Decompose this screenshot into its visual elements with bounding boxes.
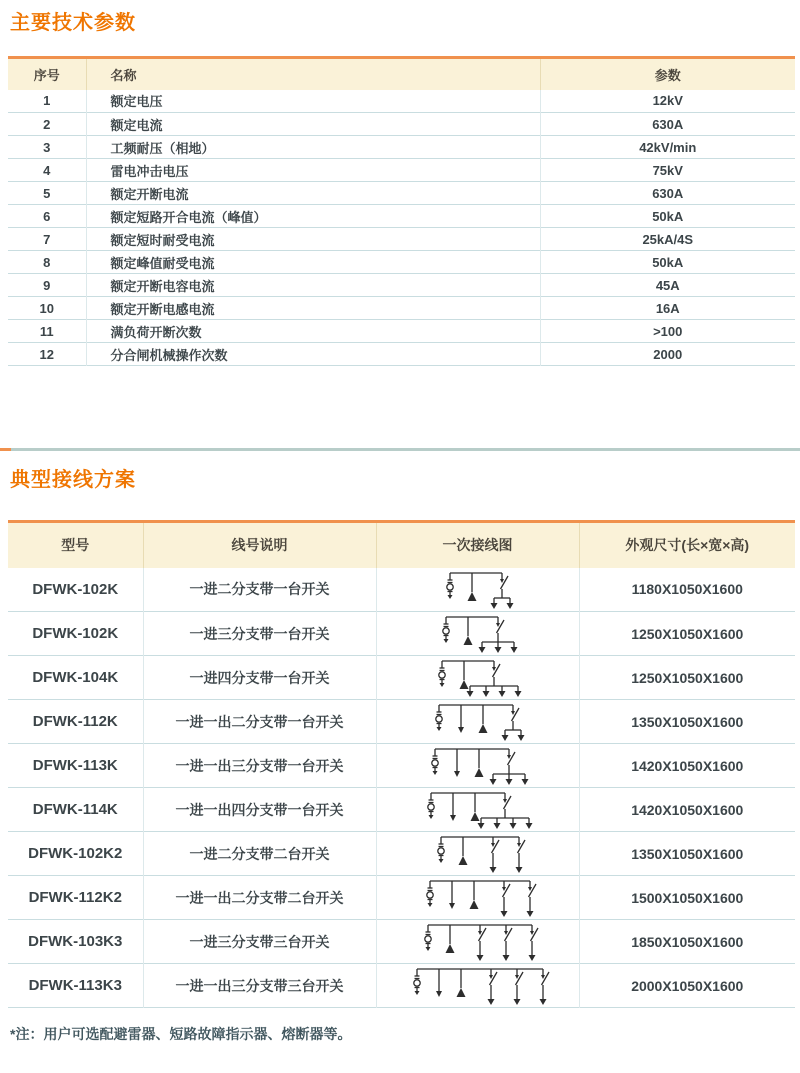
param-name: 额定电流 [86,113,540,136]
dimension-cell: 1420X1050X1600 [631,801,744,818]
header-name: 名称 [86,58,540,90]
param-value: >100 [653,323,683,339]
param-name: 分合闸机械操作次数 [86,343,540,366]
model-cell: DFWK-102K [8,612,143,656]
param-value: 630A [652,185,684,201]
desc-cell: 一进一出三分支带一台开关 [143,744,376,788]
desc-cell: 一进一出四分支带一台开关 [143,788,376,832]
model-cell: DFWK-113K3 [8,964,143,1008]
desc-cell: 一进四分支带一台开关 [143,656,376,700]
param-value: 12kV [652,93,683,109]
param-no: 11 [8,320,86,343]
dimension-cell: 1500X1050X1600 [631,889,744,906]
param-no: 6 [8,205,86,228]
section-divider [0,448,800,451]
header-wiring-diagram: 一次接线图 [376,522,579,568]
param-no: 5 [8,182,86,205]
table-row [8,228,795,251]
param-name: 额定短时耐受电流 [86,228,540,251]
table-row [8,964,795,1008]
table-row [8,568,795,612]
wiring-diagram [376,964,579,1008]
dimension-cell: 1420X1050X1600 [631,757,744,774]
wiring-schemes-table [8,520,795,1008]
header-value: 参数 [654,67,681,83]
model-cell: DFWK-114K [8,788,143,832]
table-row [8,876,795,920]
param-name: 额定电压 [86,90,540,113]
dimension-cell: 2000X1050X1600 [631,977,744,994]
param-value: 630A [652,116,684,132]
header-line-desc: 线号说明 [143,522,376,568]
param-no: 2 [8,113,86,136]
section-title-parameters: 主要技术参数 [10,12,136,34]
desc-cell: 一进二分支带一台开关 [143,568,376,612]
param-name: 工频耐压（相地） [86,136,540,159]
wiring-diagram [376,656,579,700]
table-row [8,612,795,656]
param-no: 3 [8,136,86,159]
dimension-cell: 1250X1050X1600 [631,625,744,642]
desc-cell: 一进二分支带二台开关 [143,832,376,876]
param-no: 8 [8,251,86,274]
wiring-diagram [376,700,579,744]
wiring-diagram [376,920,579,964]
table-row [8,113,795,136]
header-model: 型号 [8,522,143,568]
table-row [8,700,795,744]
param-value: 45A [655,277,680,293]
param-value: 16A [655,300,680,316]
param-name: 额定开断电容电流 [86,274,540,297]
table-header-row [8,58,795,90]
param-value: 75kV [652,162,683,178]
dimension-cell: 1350X1050X1600 [631,713,744,730]
wiring-diagram [376,744,579,788]
param-name: 额定开断电感电流 [86,297,540,320]
section-title-wiring-schemes: 典型接线方案 [10,469,136,491]
desc-cell: 一进一出二分支带二台开关 [143,876,376,920]
wiring-diagram [376,612,579,656]
table-row [8,182,795,205]
desc-cell: 一进三分支带三台开关 [143,920,376,964]
param-value: 50kA [652,208,684,224]
model-cell: DFWK-104K [8,656,143,700]
wiring-diagram [376,568,579,612]
desc-cell: 一进一出二分支带一台开关 [143,700,376,744]
table-row [8,274,795,297]
param-no: 9 [8,274,86,297]
table-row [8,920,795,964]
model-cell: DFWK-103K3 [8,920,143,964]
param-no: 4 [8,159,86,182]
header-no: 序号 [8,58,86,90]
desc-cell: 一进三分支带一台开关 [143,612,376,656]
param-name: 额定开断电流 [86,182,540,205]
param-name: 额定短路开合电流（峰值） [86,205,540,228]
table-row [8,788,795,832]
param-value: 42kV/min [639,139,697,155]
table-row [8,656,795,700]
model-cell: DFWK-102K2 [8,832,143,876]
wiring-diagram [376,788,579,832]
param-value: 25kA/4S [642,231,694,247]
technical-parameters-table [8,56,795,366]
param-no: 10 [8,297,86,320]
footnote: *注：用户可选配避雷器、短路故障指示器、熔断器等。 [10,1026,352,1042]
table-row [8,159,795,182]
param-name: 额定峰值耐受电流 [86,251,540,274]
table-row [8,320,795,343]
table-row [8,297,795,320]
model-cell: DFWK-112K2 [8,876,143,920]
table-row [8,90,795,113]
param-value: 2000 [653,346,683,362]
param-name: 雷电冲击电压 [86,159,540,182]
wiring-diagram [376,876,579,920]
param-no: 7 [8,228,86,251]
table-row [8,251,795,274]
dimension-cell: 1850X1050X1600 [631,933,744,950]
wiring-diagram [376,832,579,876]
table-row [8,205,795,228]
param-name: 满负荷开断次数 [86,320,540,343]
dimension-cell: 1350X1050X1600 [631,845,744,862]
table-header-row [8,522,795,568]
model-cell: DFWK-102K [8,568,143,612]
table-row [8,744,795,788]
param-no: 1 [8,90,86,113]
desc-cell: 一进一出三分支带三台开关 [143,964,376,1008]
table-row [8,832,795,876]
dimension-cell: 1180X1050X1600 [631,581,743,598]
table-row [8,343,795,366]
model-cell: DFWK-112K [8,700,143,744]
model-cell: DFWK-113K [8,744,143,788]
param-value: 50kA [652,254,684,270]
dimension-cell: 1250X1050X1600 [631,669,744,686]
param-no: 12 [8,343,86,366]
table-row [8,136,795,159]
header-dimensions: 外观尺寸(长×宽×高) [625,537,750,554]
